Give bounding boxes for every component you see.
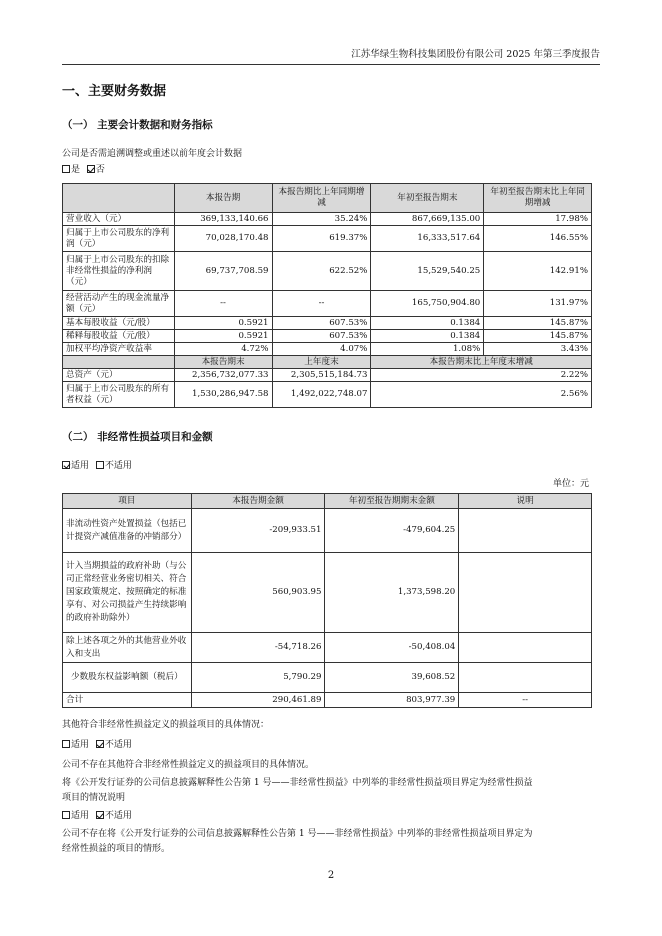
table-row: [63, 382, 592, 408]
row-label: 稀释每股收益（元/股）: [63, 330, 175, 343]
table-cell: 2.56%: [371, 382, 592, 408]
table-cell: 0.1384: [371, 330, 484, 343]
row-label: 归属于上市公司股东的扣除非经常性损益的净利润（元）: [63, 252, 175, 291]
other-items-note: 其他符合非经常性损益定义的损益项目的具体情况：: [62, 720, 270, 730]
table1-header-cell: 年初至报告期末: [371, 184, 484, 213]
reclassification-statement-line1: 公司不存在将《公开发行证券的公司信息披露解释性公告第 1 号——非经常性损益》中列举的非经常性损益项目界定为: [62, 829, 533, 839]
table-cell: 146.55%: [484, 226, 592, 252]
table-cell: 1,530,286,947.58: [174, 382, 272, 408]
row-label: 计入当期损益的政府补助（与公司正常经营业务密切相关、符合国家政策规定、按照确定的标准享有、对公司损益产生持续影响的政府补助除外）: [63, 553, 192, 633]
table-cell: 165,750,904.80: [371, 291, 484, 317]
non-recurring-options: [62, 459, 132, 474]
reclassification-title-line1: 将《公开发行证券的公司信息披露解释性公告第 1 号——非经常性损益》中列举的非经常性损益项目界定为经常性损益: [62, 778, 533, 788]
table-cell: 607.53%: [272, 317, 371, 330]
table-row: [63, 663, 592, 693]
page-header: 江苏华绿生物科技集团股份有限公司 2025 年第三季度报告: [62, 46, 600, 65]
table-cell: 39,608.52: [325, 663, 459, 693]
table-row: [63, 693, 592, 708]
table-cell: 622.52%: [272, 252, 371, 291]
table-cell: 142.91%: [484, 252, 592, 291]
table-row: [63, 509, 592, 553]
row-label: 合计: [63, 693, 192, 708]
table-cell: 619.37%: [272, 226, 371, 252]
table-row: [63, 291, 592, 317]
table-cell: 1,373,598.20: [325, 553, 459, 633]
table-cell: 131.97%: [484, 291, 592, 317]
reclassification-options: [62, 809, 132, 824]
table-cell: 5,790.29: [191, 663, 325, 693]
table-cell: 0.1384: [371, 317, 484, 330]
checkbox-yes-unchecked[interactable]: [62, 165, 70, 173]
table1-header-cell: 本报告期: [174, 184, 272, 213]
table-row: [63, 633, 592, 663]
table-cell: 70,028,170.48: [174, 226, 272, 252]
table-cell: 2.22%: [371, 369, 592, 382]
table-cell: 607.53%: [272, 330, 371, 343]
table1-subheader-cell: 本报告期末比上年度末增减: [371, 356, 592, 369]
table-cell: 0.5921: [174, 330, 272, 343]
table1-header-row: [63, 184, 592, 213]
table-cell: [459, 663, 592, 693]
table-cell: 4.07%: [272, 343, 371, 356]
table-cell: 2,356,732,077.33: [174, 369, 272, 382]
reclassification-title-line2: 项目的情况说明: [62, 793, 126, 803]
table2-header-cell: 说明: [459, 494, 592, 509]
table-cell: 4.72%: [174, 343, 272, 356]
subsection-title-non-recurring: （二） 非经常性损益项目和金额: [62, 431, 213, 443]
row-label: 除上述各项之外的其他营业外收入和支出: [63, 633, 192, 663]
other-items-options: [62, 738, 132, 753]
table-row: [63, 553, 592, 633]
row-label: 非流动性资产处置损益（包括已计提资产减值准备的冲销部分）: [63, 509, 192, 553]
page-number: 2: [327, 870, 335, 881]
option-na-label: 不适用: [104, 740, 132, 750]
row-label: 总资产（元）: [63, 369, 175, 382]
option-no-label: 否: [95, 165, 105, 175]
option-yes-label: 是: [71, 165, 81, 175]
table-cell: 0.5921: [174, 317, 272, 330]
restatement-options: [62, 163, 105, 178]
table-row: [63, 213, 592, 226]
row-label: 加权平均净资产收益率: [63, 343, 175, 356]
table1-header-cell: 本报告期比上年同期增减: [272, 184, 371, 213]
checkbox-apply-unchecked[interactable]: [62, 740, 70, 748]
table1-subheader-cell: 上年度末: [272, 356, 371, 369]
option-na-label: 不适用: [104, 811, 132, 821]
table-cell: [459, 509, 592, 553]
table-cell: 1,492,022,748.07: [272, 382, 371, 408]
subsection-title-key-indicators: （一） 主要会计数据和财务指标: [62, 119, 213, 131]
table-row: [63, 226, 592, 252]
table-cell: [459, 553, 592, 633]
table-cell: 560,903.95: [191, 553, 325, 633]
table-cell: 69,737,708.59: [174, 252, 272, 291]
row-label: 归属于上市公司股东的所有者权益（元）: [63, 382, 175, 408]
table-cell: 17.98%: [484, 213, 592, 226]
option-na-label: 不适用: [104, 461, 132, 471]
table-cell: [459, 633, 592, 663]
table-cell: 145.87%: [484, 330, 592, 343]
checkbox-apply-unchecked[interactable]: [62, 811, 70, 819]
row-label: 营业收入（元）: [63, 213, 175, 226]
table-row: [63, 252, 592, 291]
table-cell: 15,529,540.25: [371, 252, 484, 291]
restatement-question: 公司是否需追溯调整或重述以前年度会计数据: [62, 149, 243, 159]
table-cell: 1.08%: [371, 343, 484, 356]
checkbox-na-unchecked[interactable]: [96, 461, 104, 469]
table-cell: --: [459, 693, 592, 708]
reclassification-statement-line2: 经常性损益的项目的情形。: [62, 844, 171, 854]
table-cell: -54,718.26: [191, 633, 325, 663]
table-cell: 145.87%: [484, 317, 592, 330]
non-recurring-table: [62, 493, 592, 708]
table-cell: --: [174, 291, 272, 317]
table-cell: 2,305,515,184.73: [272, 369, 371, 382]
option-apply-label: 适用: [71, 740, 90, 750]
table-cell: 3.43%: [484, 343, 592, 356]
table-cell: 16,333,517.64: [371, 226, 484, 252]
table2-header-cell: 年初至报告期期末金额: [325, 494, 459, 509]
table-cell: 803,977.39: [325, 693, 459, 708]
section-title-financial-data: 一、主要财务数据: [62, 84, 167, 99]
table1-subheader-cell: [63, 356, 175, 369]
table2-header-cell: 项目: [63, 494, 192, 509]
table-row: [63, 343, 592, 356]
table-row: [63, 369, 592, 382]
option-apply-label: 适用: [71, 811, 90, 821]
table-cell: 290,461.89: [191, 693, 325, 708]
key-financial-table: [62, 183, 592, 408]
checkbox-no-checked[interactable]: [87, 165, 95, 173]
table1-subheader-row: [63, 356, 592, 369]
unit-label: 单位：元: [552, 479, 589, 489]
checkbox-na-checked[interactable]: [96, 811, 104, 819]
table2-header-row: [63, 494, 592, 509]
table-cell: -209,933.51: [191, 509, 325, 553]
other-items-statement: 公司不存在其他符合非经常性损益定义的损益项目的具体情况。: [62, 760, 315, 770]
table-cell: 35.24%: [272, 213, 371, 226]
table-cell: -479,604.25: [325, 509, 459, 553]
checkbox-na-checked[interactable]: [96, 740, 104, 748]
checkbox-apply-checked[interactable]: [62, 461, 70, 469]
row-label: 归属于上市公司股东的净利润（元）: [63, 226, 175, 252]
table1-header-cell: 年初至报告期末比上年同期增减: [484, 184, 592, 213]
table-row: [63, 317, 592, 330]
table-row: [63, 330, 592, 343]
table2-header-cell: 本报告期金额: [191, 494, 325, 509]
table-cell: -50,408.04: [325, 633, 459, 663]
row-label: 经营活动产生的现金流量净额（元）: [63, 291, 175, 317]
table-cell: 867,669,135.00: [371, 213, 484, 226]
row-label: 少数股东权益影响额（税后）: [63, 663, 192, 693]
table1-header-cell: [63, 184, 175, 213]
table1-subheader-cell: 本报告期末: [174, 356, 272, 369]
table-cell: 369,133,140.66: [174, 213, 272, 226]
option-apply-label: 适用: [71, 461, 90, 471]
row-label: 基本每股收益（元/股）: [63, 317, 175, 330]
table-cell: --: [272, 291, 371, 317]
